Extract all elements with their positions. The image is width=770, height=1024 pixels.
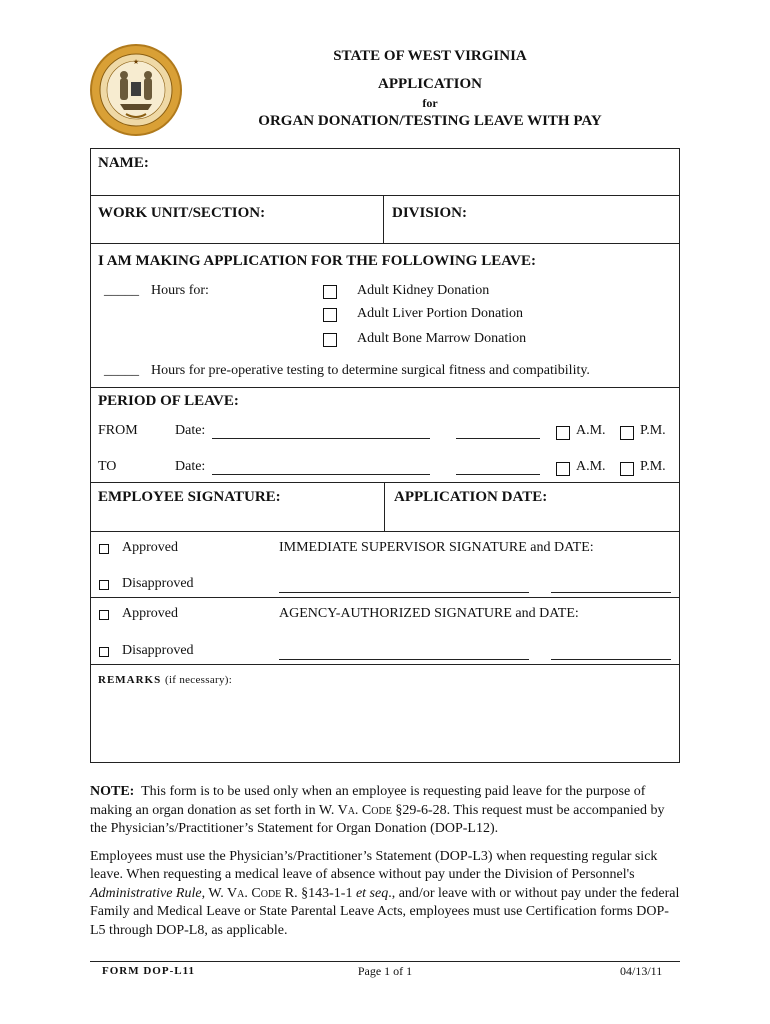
for-text: for <box>422 96 438 110</box>
divider <box>384 482 385 531</box>
name-field[interactable] <box>160 152 670 190</box>
divider <box>90 597 679 598</box>
work-unit-field[interactable] <box>270 200 378 238</box>
note-text: a <box>237 885 245 901</box>
from-label: FROM <box>98 423 138 438</box>
note-text: . C <box>244 885 261 901</box>
employee-signature-label: EMPLOYEE SIGNATURE: <box>98 489 281 505</box>
kidney-donation-checkbox[interactable] <box>323 285 337 299</box>
period-heading: PERIOD OF LEAVE: <box>98 393 239 409</box>
supervisor-signature-label: IMMEDIATE SUPERVISOR SIGNATURE and DATE: <box>279 540 594 555</box>
divider <box>90 531 679 532</box>
application-date-field[interactable] <box>394 506 674 528</box>
form-title: ORGAN DONATION/TESTING LEAVE WITH PAY <box>258 113 602 129</box>
note-label: NOTE: <box>90 784 135 799</box>
note-paragraph-1 <box>90 783 682 839</box>
liver-donation-checkbox[interactable] <box>323 308 337 322</box>
to-time-field[interactable] <box>456 474 540 475</box>
bone-marrow-donation-label: Adult Bone Marrow Donation <box>357 331 527 346</box>
agency-approved-checkbox[interactable] <box>99 610 109 620</box>
note-text: ., and/or leave with or without pay under the federal Family and Medical Leave or State Parental Leave Acts, employees must use Certification forms DOP-L5 through DOP-L8, as applicable. <box>90 885 680 938</box>
from-date-label: Date: <box>175 423 206 438</box>
note-text: et seq <box>355 885 389 901</box>
state-heading: STATE OF WEST VIRGINIA <box>333 48 527 64</box>
remarks-title: REMARKS <box>98 674 162 686</box>
note-text: , W. V <box>201 885 238 901</box>
bone-marrow-donation-checkbox[interactable] <box>323 333 337 347</box>
page-number: Page 1 of 1 <box>357 964 413 978</box>
note-text: Administrative Rule <box>90 885 202 901</box>
footer-rule <box>90 961 680 962</box>
supervisor-approved-checkbox[interactable] <box>99 544 109 554</box>
remarks-suffix: (if necessary): <box>164 674 233 686</box>
from-pm-checkbox[interactable] <box>620 426 634 440</box>
supervisor-disapproved-label: Disapproved <box>122 576 194 591</box>
name-label: NAME: <box>98 155 149 171</box>
supervisor-disapproved-checkbox[interactable] <box>99 580 109 590</box>
divider <box>90 195 679 196</box>
from-am-label: A.M. <box>576 423 606 438</box>
preop-hours-label: Hours for pre-operative testing to determine surgical fitness and compatibility. <box>151 363 590 378</box>
agency-disapproved-label: Disapproved <box>122 643 194 658</box>
note-text: Employees must use the Physician’s/Practitioner’s Statement (DOP-L3) when requesting regular sick leave. When requesting a medical leave of absence without pay under the Division of Personnel's <box>90 848 658 882</box>
work-unit-label: WORK UNIT/SECTION: <box>98 205 266 221</box>
supervisor-approved-label: Approved <box>122 540 178 555</box>
hours-blank[interactable]: _____ <box>104 283 139 298</box>
to-date-field[interactable] <box>212 474 430 475</box>
note-text: §29-6-28. This request must be accompanied by the Physician’s/Practitioner’s Statement for Organ Donation (DOP-L12). <box>90 802 665 836</box>
form-box <box>90 148 680 763</box>
to-am-checkbox[interactable] <box>556 462 570 476</box>
to-label: TO <box>98 459 117 474</box>
agency-approved-label: Approved <box>122 606 178 621</box>
divider <box>90 387 679 388</box>
note-text: . C <box>354 802 372 818</box>
from-date-field[interactable] <box>212 438 430 439</box>
note-text: This form is to be used only when an employee is requesting paid leave for the purpose of making an organ donation as set forth in W. V <box>90 784 646 818</box>
division-label: DIVISION: <box>392 205 468 221</box>
note-section <box>90 783 682 940</box>
hours-for-label: Hours for: <box>151 283 209 298</box>
liver-donation-label: Adult Liver Portion Donation <box>357 306 524 321</box>
supervisor-signature-field[interactable] <box>279 592 529 593</box>
note-paragraph-2 <box>90 848 682 941</box>
to-am-label: A.M. <box>576 459 606 474</box>
employee-signature-field[interactable] <box>98 506 378 528</box>
note-text: a <box>347 802 355 818</box>
svg-text:★: ★ <box>132 58 140 66</box>
to-pm-checkbox[interactable] <box>620 462 634 476</box>
state-seal <box>90 44 182 136</box>
remarks-label <box>98 674 232 686</box>
agency-date-field[interactable] <box>551 659 671 660</box>
agency-signature-field[interactable] <box>279 659 529 660</box>
remarks-field[interactable] <box>96 692 672 756</box>
from-pm-label: P.M. <box>640 423 666 438</box>
divider <box>90 243 679 244</box>
note-text: R. §143-1-1 <box>281 885 356 901</box>
from-time-field[interactable] <box>456 438 540 439</box>
form-number: FORM DOP-L11 <box>102 965 195 977</box>
note-text: ode <box>260 885 282 901</box>
to-pm-label: P.M. <box>640 459 666 474</box>
agency-disapproved-checkbox[interactable] <box>99 647 109 657</box>
preop-hours-blank[interactable]: _____ <box>104 363 139 378</box>
kidney-donation-label: Adult Kidney Donation <box>357 283 490 298</box>
note-text: ode <box>371 802 392 818</box>
from-am-checkbox[interactable] <box>556 426 570 440</box>
division-field[interactable] <box>470 200 670 238</box>
leave-heading: I AM MAKING APPLICATION FOR THE FOLLOWING LEAVE: <box>98 253 536 269</box>
divider <box>383 195 384 243</box>
supervisor-date-field[interactable] <box>551 592 671 593</box>
application-date-label: APPLICATION DATE: <box>394 489 548 505</box>
divider <box>90 664 679 665</box>
form-date: 04/13/11 <box>620 964 663 978</box>
application-heading: APPLICATION <box>378 76 482 92</box>
agency-signature-label: AGENCY-AUTHORIZED SIGNATURE and DATE: <box>279 606 579 621</box>
to-date-label: Date: <box>175 459 206 474</box>
